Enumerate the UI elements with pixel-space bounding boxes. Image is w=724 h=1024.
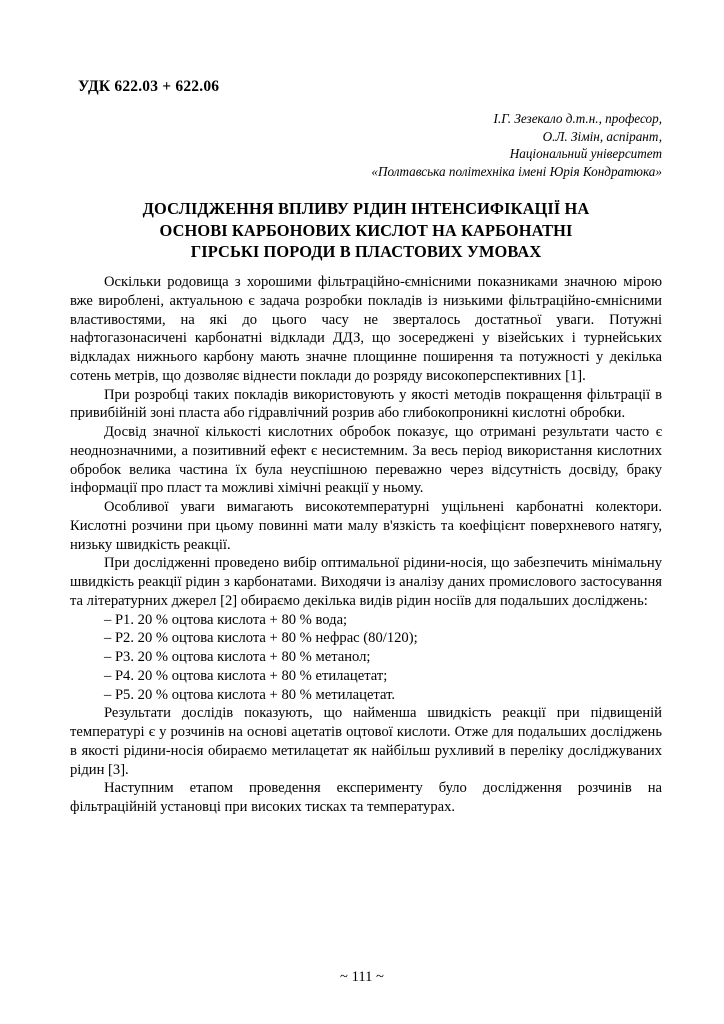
title-line-3: ГІРСЬКІ ПОРОДИ В ПЛАСТОВИХ УМОВАХ	[190, 241, 542, 261]
author-line-4: «Полтавська політехніка імені Юрія Кондратюка»	[371, 163, 662, 179]
page-title	[70, 198, 662, 262]
author-line-3: Національний університет	[509, 146, 662, 162]
udk-code: УДК 622.03 + 622.06	[78, 78, 220, 95]
list-item: – Р4. 20 % оцтова кислота + 80 % етилацетат;	[104, 667, 388, 684]
authors-block	[70, 110, 662, 180]
list-item: – Р1. 20 % оцтова кислота + 80 % вода;	[104, 611, 348, 628]
list-item: – Р3. 20 % оцтова кислота + 80 % метанол;	[104, 649, 371, 666]
paragraph-7: Наступним етапом проведення експерименту було дослідження розчинів на фільтраційній установці при високих тисках та температурах.	[70, 780, 662, 816]
paragraph-3: Досвід значної кількості кислотних обробок показує, що отримані результати часто є неоднозначними, а позитивний ефект є несистемним. За весь період використання кислотних обробок велика частина їх була неуспішною переважно через відсутність досвіду, браку інформації про пласт та можливі хімічні реакції у ньому.	[70, 424, 662, 497]
page-number: ~ 111 ~	[340, 969, 384, 985]
paragraph-6: Результати дослідів показують, що найменша швидкість реакції при підвищеній температурі є у розчинів на основі ацетатів оцтової кислоти. Отже для подальших досліджень в якості рідини-носія обираємо метилацетат як найбільш рухливий в переліку досліджуваних рідин [3].	[70, 705, 662, 778]
fluid-list	[70, 611, 662, 705]
paragraph-2: При розробці таких покладів використовують у якості методів покращення фільтрації в привибійній зоні пласта або гідравлічний розрив або глибокопроникні кислотні обробки.	[70, 386, 662, 422]
paragraph-5: При дослідженні проведено вибір оптимальної рідини-носія, що забезпечить мінімальну швидкість реакції рідин з карбонатами. Виходячи із аналізу даних промислового застосування та літературних джерел [2] обираємо декілька видів рідин носіїв для подальших досліджень:	[70, 555, 662, 609]
title-line-2: ОСНОВІ КАРБОНОВИХ КИСЛОТ НА КАРБОНАТНІ	[159, 220, 573, 240]
list-item: – Р2. 20 % оцтова кислота + 80 % нефрас (80/120);	[104, 630, 418, 647]
list-item: – Р5. 20 % оцтова кислота + 80 % метилацетат.	[104, 686, 396, 703]
author-line-2: О.Л. Зімін, аспірант,	[542, 128, 662, 144]
title-line-1: ДОСЛІДЖЕННЯ ВПЛИВУ РІДИН ІНТЕНСИФІКАЦІЇ НА	[142, 199, 590, 219]
paragraph-4: Особливої уваги вимагають високотемпературні ущільнені карбонатні колектори. Кислотні розчини при цьому повинні мати малу в'язкість та коефіцієнт поверхневого натягу, низьку швидкість реакції.	[70, 499, 662, 553]
author-line-1: І.Г. Зезекало д.т.н., професор,	[493, 111, 662, 126]
paragraph-1: Оскільки родовища з хорошими фільтраційно-ємнісними показниками значною мірою вже вироблені, актуальною є задача розробки покладів із низькими фільтраційно-ємнісними властивостями, на які до цього часу не зверталось достатньої уваги. Потужні нафтогазонасичені карбонатні відклади ДДЗ, що зосереджені у візейських і турнейських відкладах нижнього карбону мають значне площинне поширення та потужності у декілька сотень метрів, що дозволяє віднести поклади до розряду високоперспективних [1].	[70, 274, 662, 384]
